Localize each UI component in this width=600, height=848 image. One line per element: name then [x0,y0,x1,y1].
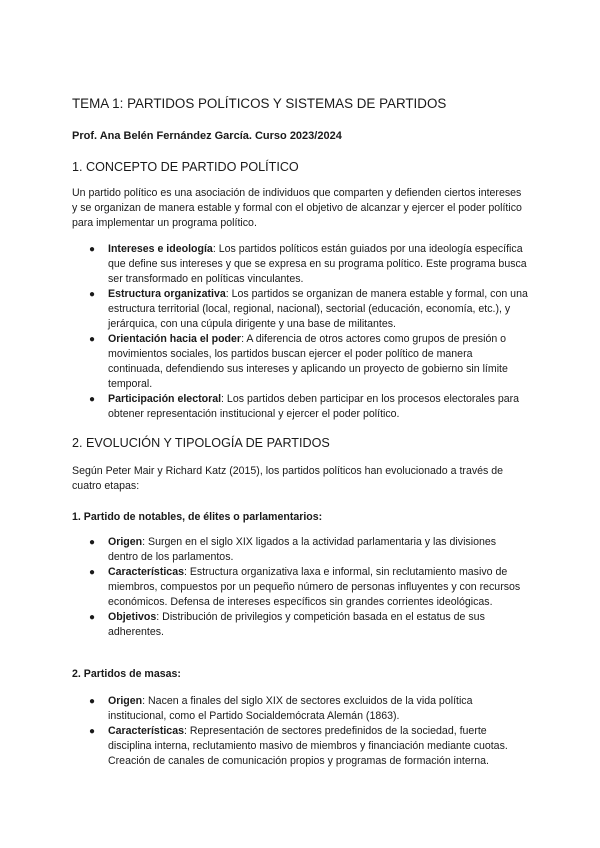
item-text: : Representación de sectores predefinidos de la sociedad, fuerte disciplina interna, reclutamiento masivo de miembros y financiación mediante cuotas. Creación de canales de comunicación propios y programas de formación interna. [108,725,508,767]
list-item [72,242,528,287]
item-text: : Los partidos políticos están guiados por una ideología específica que define sus intereses y que se expresa en su programa político. Este programa busca ser transformado en políticas vinculantes. [108,243,527,285]
bullet-icon: ● [89,244,96,255]
item-term: Intereses e ideología [108,243,213,255]
section-1-intro: Un partido político es una asociación de individuos que comparten y defienden ciertos intereses y se organizan de manera estable y formal con el objetivo de alcanzar y ejercer el poder político para implementar un programa político. [72,187,522,229]
item-text: : Los partidos deben participar en los procesos electorales para obtener representación institucional y ejercer el poder político. [108,393,520,420]
item-term: Características [108,725,184,737]
item-text: : Estructura organizativa laxa e informal, sin reclutamiento masivo de miembros, compuestos por un pequeño número de personas influyentes y con recursos económicos. Defensa de intereses específicos sin grandes corrientes ideológicas. [108,566,521,608]
subsection-1-heading: 1. Partido de notables, de élites o parlamentarios: [72,511,323,523]
item-term: Origen [108,695,143,707]
bullet-icon: ● [89,394,96,405]
list-item [72,287,528,332]
item-term: Orientación hacia el poder [108,333,242,345]
item-term: Características [108,566,184,578]
item-text: : A diferencia de otros actores como grupos de presión o movimientos sociales, los partidos buscan ejercer el poder político de manera continuada, defendiendo sus intereses y aplicando un proyecto de gobierno sin límite temporal. [108,333,508,390]
bullet-icon: ● [89,726,96,737]
bullet-icon: ● [89,567,96,578]
list-item [72,535,528,565]
list-item [72,610,528,640]
list-item [72,565,528,610]
item-term: Estructura organizativa [108,288,226,300]
subsection-2-list [72,694,528,769]
item-text: : Distribución de privilegios y competición basada en el estatus de sus adherentes. [108,611,485,638]
section-2-intro: Según Peter Mair y Richard Katz (2015), los partidos políticos han evolucionado a través de cuatro etapas: [72,465,504,492]
section-2-heading: 2. EVOLUCIÓN Y TIPOLOGÍA DE PARTIDOS [72,436,330,450]
bullet-icon: ● [89,537,96,548]
section-1-list [72,242,528,422]
bullet-icon: ● [89,696,96,707]
subsection-1-list [72,535,528,640]
list-item [72,694,528,724]
bullet-icon: ● [89,289,96,300]
bullet-icon: ● [89,334,96,345]
list-item [72,332,528,392]
list-item [72,392,528,422]
list-item [72,724,528,769]
author-line: Prof. Ana Belén Fernández García. Curso 2023/2024 [72,130,342,142]
item-term: Origen [108,536,143,548]
item-term: Participación electoral [108,393,222,405]
section-1-heading: 1. CONCEPTO DE PARTIDO POLÍTICO [72,160,299,174]
item-text: : Nacen a finales del siglo XIX de sectores excluidos de la vida política institucional, como el Partido Socialdemócrata Alemán (1863). [108,695,473,722]
bullet-icon: ● [89,612,96,623]
subsection-2-heading: 2. Partidos de masas: [72,668,181,680]
item-text: : Los partidos se organizan de manera estable y formal, con una estructura territorial (local, regional, nacional), sectorial (educación, economía, etc.), y jerárquica, con una cúpula dirigente y una base de militantes. [108,288,528,330]
item-term: Objetivos [108,611,157,623]
document-title: TEMA 1: PARTIDOS POLÍTICOS Y SISTEMAS DE PARTIDOS [72,96,447,111]
item-text: : Surgen en el siglo XIX ligados a la actividad parlamentaria y las divisiones dentro de los parlamentos. [108,536,497,563]
